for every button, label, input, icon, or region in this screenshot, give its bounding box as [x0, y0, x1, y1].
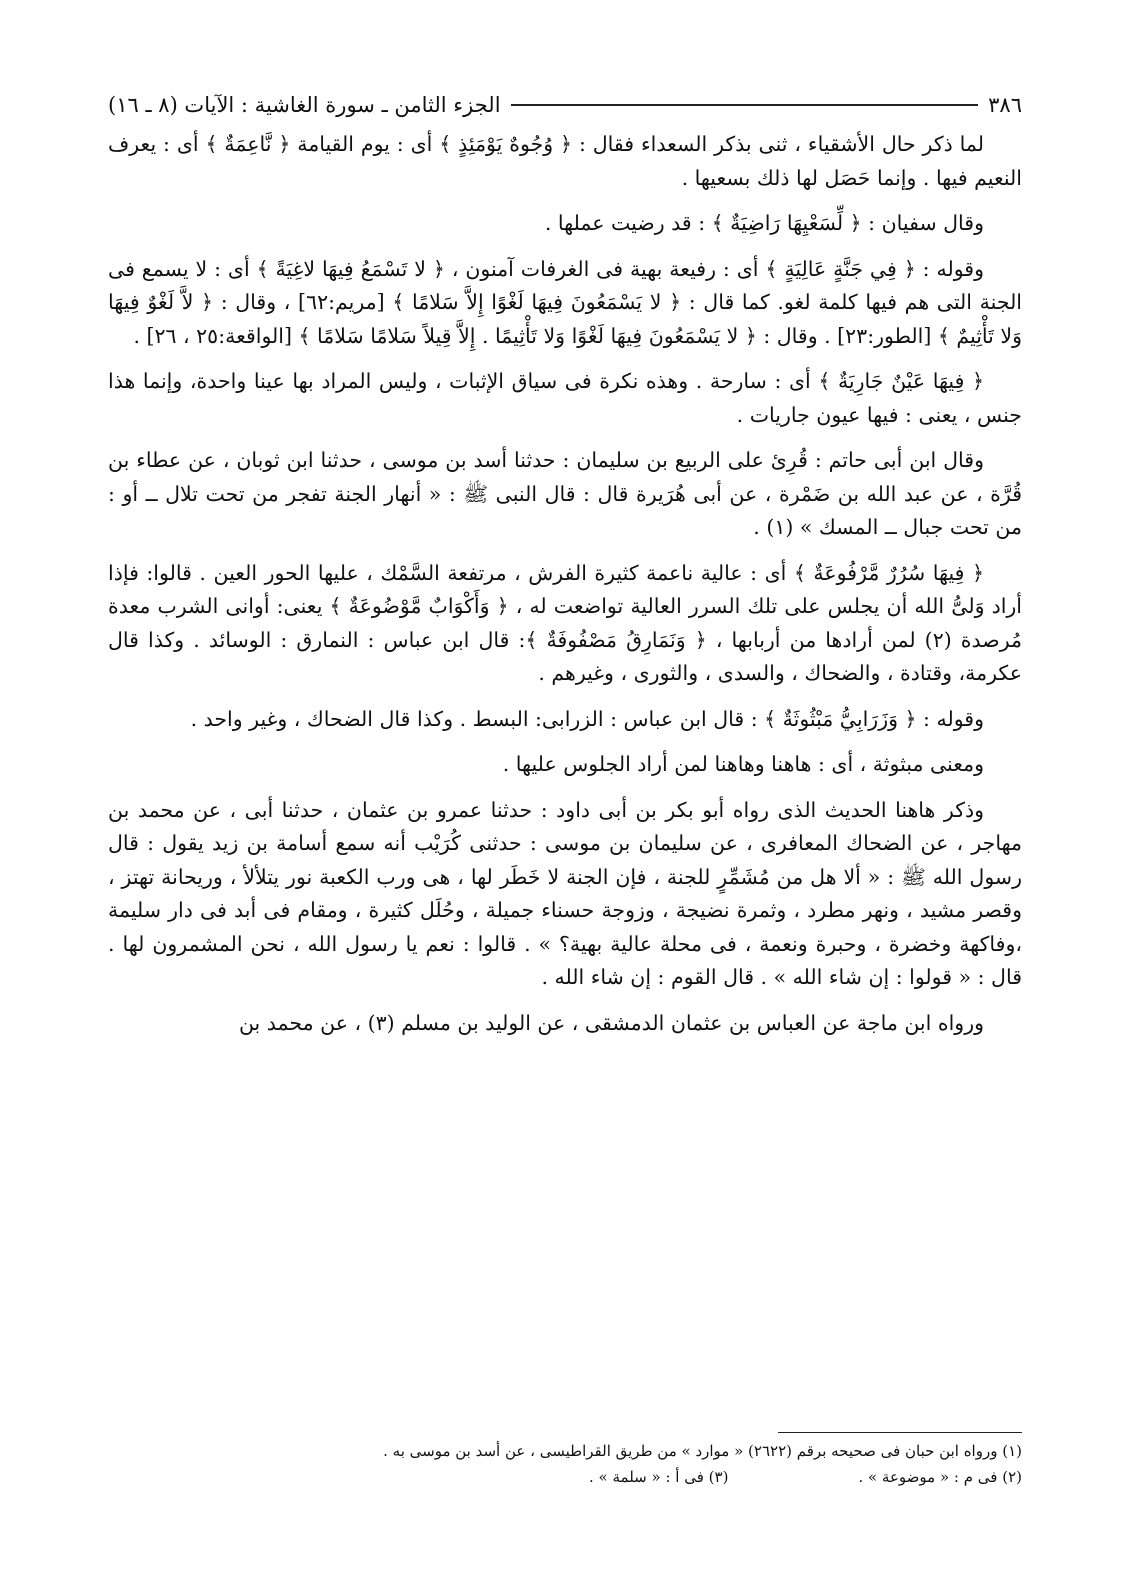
paragraph: ورواه ابن ماجة عن العباس بن عثمان الدمشقى ، عن الوليد بن مسلم (٣) ، عن محمد بن	[238, 1010, 984, 1035]
header-rule	[511, 104, 979, 106]
paragraph: وقال ابن أبى حاتم : قُرِئ على الربيع بن سليمان : حدثنا أسد بن موسى ، حدثنا ابن ثوبان ، عن عطاء بن قُرَّة ، عن عبد الله بن ضَمْرة ، عن أبى هُرَيرة قال : قال النبى ﷺ : « أنهار الجنة تفجر من تحت تلال ــ أو : من تحت جبال ــ المسك » (١) .	[108, 448, 1022, 539]
paragraph: لما ذكر حال الأشقياء ، ثنى بذكر السعداء فقال : ﴿ وُجُوهٌ يَوْمَئِذٍ ﴾ أى : يوم القيامة ﴿ نَّاعِمَةٌ ﴾ أى : يعرف النعيم فيها . وإنما حَصَل لها ذلك بسعيها .	[108, 132, 1022, 190]
paragraph: ومعنى مبثوثة ، أى : هاهنا وهاهنا لمن أراد الجلوس عليها .	[502, 752, 984, 776]
page-header	[108, 88, 1022, 122]
paragraph: وقوله : ﴿ وَزَرَابِيُّ مَبْثُوثَةٌ ﴾ : قال ابن عباس : الزرابى: البسط . وكذا قال الضحاك ، وغير واحد .	[190, 706, 984, 731]
paragraph: ﴿ فِيهَا عَيْنٌ جَارِيَةٌ ﴾ أى : سارحة . وهذه نكرة فى سياق الإثبات ، وليس المراد بها عينا واحدة، وإنما هذا جنس ، يعنى : فيها عيون جاريات .	[108, 369, 1022, 427]
paragraph: وقال سفيان : ﴿ لِّسَعْيِهَا رَاضِيَةٌ ﴾ : قد رضيت عملها .	[544, 211, 984, 235]
running-title: الجزء الثامن ـ سورة الغاشية : الآيات (٨ ـ ١٦)	[108, 93, 501, 117]
footnote-1: (١) ورواه ابن حبان فى صحيحه برقم (٢٦٢٢) « موارد » من طريق القراطيسى ، عن أسد بن موسى به .	[383, 1442, 1022, 1460]
footnote-rule	[778, 1432, 1022, 1433]
paragraph: وقوله : ﴿ فِي جَنَّةٍ عَالِيَةٍ ﴾ أى : رفيعة بهية فى الغرفات آمنون ، ﴿ لا تَسْمَعُ فِيهَا لاغِيَةً ﴾ أى : لا يسمع فى الجنة التى هم فيها كلمة لغو. كما قال : ﴿ لا يَسْمَعُونَ فِيهَا لَغْوًا إِلاَّ سَلامًا ﴾ [مريم:٦٢] ، وقال : ﴿ لاَّ لَغْوٌ فِيهَا وَلا تَأْثِيمٌ ﴾ [الطور:٢٣] . وقال : ﴿ لا يَسْمَعُونَ فِيهَا لَغْوًا وَلا تَأْثِيمًا . إِلاَّ قِيلاً سَلامًا سَلامًا ﴾ [الواقعة:٢٥ ، ٢٦] .	[108, 256, 1023, 348]
footnote-2: (٢) فى م : « موضوعة » .	[858, 1468, 1022, 1486]
paragraph: ﴿ فِيهَا سُرُرٌ مَّرْفُوعَةٌ ﴾ أى : عالية ناعمة كثيرة الفرش ، مرتفعة السَّمْك ، عليها الحور العين . قالوا: فإذا أراد وَلىُّ الله أن يجلس على تلك السرر العالية تواضعت له ، ﴿ وَأَكْوَابٌ مَّوْضُوعَةٌ ﴾ يعنى: أوانى الشرب معدة مُرصدة (٢) لمن أرادها من أربابها ، ﴿ وَنَمَارِقُ مَصْفُوفَةٌ ﴾: قال ابن عباس : النمارق : الوسائد . وكذا قال عكرمة، وقتادة ، والضحاك ، والسدى ، والثورى ، وغيرهم .	[108, 560, 1023, 685]
paragraph: وذكر هاهنا الحديث الذى رواه أبو بكر بن أبى داود : حدثنا عمرو بن عثمان ، حدثنا أبى ، عن محمد بن مهاجر ، عن الضحاك المعافرى ، عن سليمان بن موسى : حدثنى كُرَيْب أنه سمع أسامة بن زيد يقول : قال رسول الله ﷺ : « ألا هل من مُشَمِّرٍ للجنة ، فإن الجنة لا خَطَر لها ، هى ورب الكعبة نور يتلألأ ، وريحانة تهتز ، وقصر مشيد ، ونهر مطرد ، وثمرة نضيجة ، وزوجة حسناء جميلة ، وحُلَل كثيرة ، ومقام فى أبد فى دار سليمة ،وفاكهة وخضرة ، وحبرة ونعمة ، فى محلة عالية بهية؟ » . قالوا : نعم يا رسول الله ، نحن المشمرون لها . قال : « قولوا : إن شاء الله » . قال القوم : إن شاء الله .	[108, 797, 1023, 989]
footnote-3: (٣) فى أ : « سلمة » .	[589, 1468, 729, 1486]
page-number: ٣٨٦	[988, 93, 1022, 117]
main-text	[108, 128, 1022, 1052]
footnote-row	[108, 1464, 1022, 1490]
footnotes	[108, 1438, 1022, 1490]
